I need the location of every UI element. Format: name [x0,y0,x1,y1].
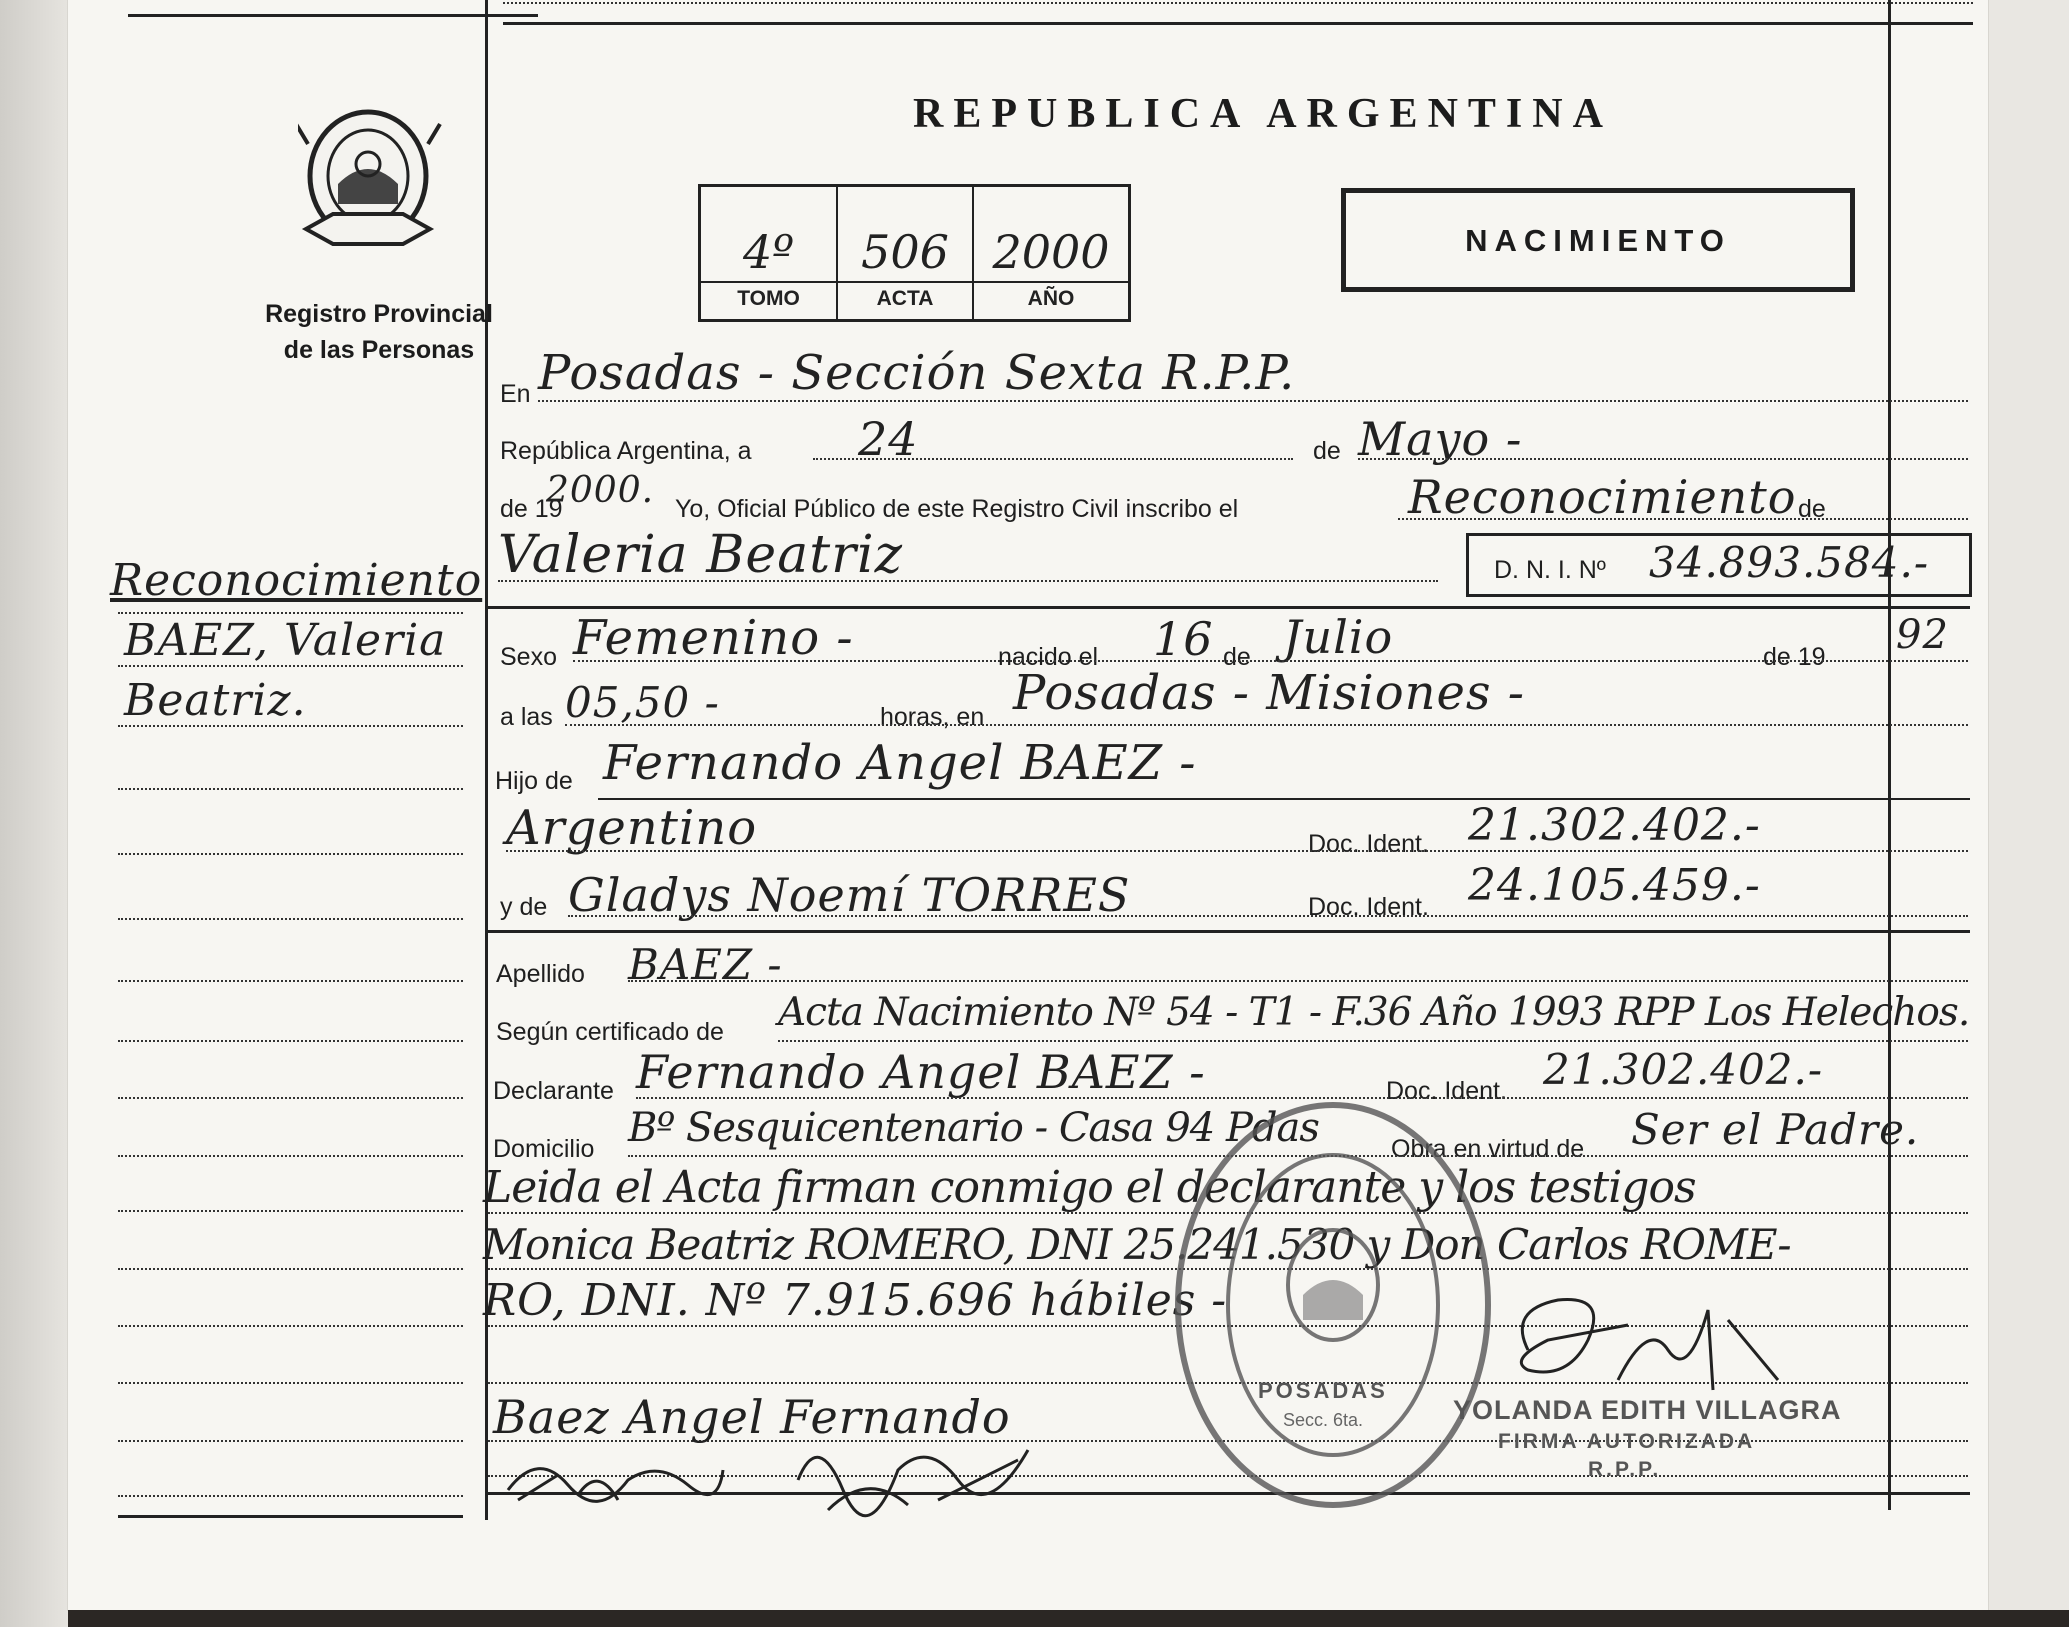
segun-value: Acta Nacimiento Nº 54 - T1 - F.36 Año 1993 RPP Los Helechos. [778,990,1970,1035]
sexo-line [573,660,1968,662]
hijo-label: Hijo de [495,767,573,795]
anio-cell [974,187,1128,319]
margin-bottom-rule [118,1515,463,1518]
nacido-month: Julio [1283,610,1394,664]
witness-signature-2 [788,1410,1048,1520]
margin-line [118,1155,463,1157]
madre-value: Gladys Noemí TORRES [568,868,1131,922]
obra-value: Ser el Padre. [1631,1105,1920,1154]
top-dots [503,2,1973,4]
inscribo-line [1398,518,1968,520]
padre-value: Fernando Angel BAEZ - [603,735,1197,791]
margin-line [118,665,463,667]
nacido-de-label: de [1223,643,1251,671]
margin-line [118,1268,463,1270]
margin-line [118,853,463,855]
witness-signature-1 [498,1440,728,1520]
acta-value: 506 [861,225,949,279]
margin-note-line1: Reconocimiento [110,555,483,606]
sexo-value: Femenino - [573,610,854,666]
top-rule-right [503,22,1973,25]
month-de-label: de [1313,437,1341,465]
domicilio-value: Bº Sesquicentenario - Casa 94 Pdas [628,1105,1319,1151]
year-label: de 19 [500,495,563,523]
lugar-value: Posadas - Misiones - [1013,665,1526,721]
padre-doc: 21.302.402.- [1468,800,1761,851]
apellido-line [628,980,1968,982]
margin-line [118,725,463,727]
leida-line2: Monica Beatriz ROMERO, DNI 25.241.530 y Don Carlos ROME- [483,1220,1791,1269]
margin-line [118,612,463,614]
tomo-label: TOMO [701,281,836,311]
declarante-label: Declarante [493,1077,614,1105]
en-value: Posadas - Sección Sexta R.P.P. [538,345,1296,401]
anio-label: AÑO [974,281,1128,311]
dni-value: 34.893.584.- [1649,538,1930,587]
official-office: R.P.P. [1588,1458,1662,1481]
official-role: FIRMA AUTORIZADA [1498,1430,1756,1453]
padre-nac: Argentino [506,800,758,856]
declarante-value: Fernando Angel BAEZ - [636,1045,1206,1099]
section-rule-2 [488,930,1970,933]
segun-label: Según certificado de [496,1018,724,1046]
page-title: REPUBLICA ARGENTINA [913,91,1613,137]
leida-line3: RO, DNI. Nº 7.915.696 hábiles - [483,1275,1228,1326]
nacido-year: 92 [1896,612,1949,658]
day-value: 24 [858,412,919,466]
document-type-box [1341,188,1855,292]
name-value: Valeria Beatriz [498,525,903,585]
registry-name [244,296,514,368]
margin-line [118,918,463,920]
doc-ident-label: Doc. Ident. [1308,830,1429,858]
official-name: YOLANDA EDITH VILLAGRA [1453,1395,1842,1425]
section-rule [488,606,1970,609]
yde-label: y de [500,893,548,921]
madre-line [568,915,1968,917]
tomo-value: 4º [743,225,794,279]
registry-line2: de las Personas [283,336,475,364]
horas-label: horas, en [880,703,985,731]
leida-line1: Leida el Acta firman conmigo el declarante y los testigos [483,1162,1696,1213]
day-line [813,458,1293,460]
official-signature [1498,1280,1798,1410]
nacido-day: 16 [1153,612,1214,666]
top-rule-left [128,14,538,17]
page-bottom-edge [68,1610,2069,1627]
declarante-doc-label: Doc. Ident. [1386,1077,1507,1105]
stamp-city: POSADAS [1258,1378,1388,1403]
tomo-cell [701,187,838,319]
obra-label: Obra en virtud de [1391,1135,1585,1163]
dni-label: D. N. I. Nº [1494,556,1606,584]
margin-line [118,1382,463,1384]
right-border [1888,0,1891,1510]
margin-line [118,1040,463,1042]
provincia-seal [298,104,448,269]
acta-label: ACTA [838,281,972,311]
document-page [68,0,1988,1610]
segun-line [778,1040,1968,1042]
nacido-label: nacido el [998,643,1099,671]
hijo-line [598,798,1970,800]
margin-note-line2: BAEZ, Valeria [124,615,447,666]
document-type: NACIMIENTO [1465,223,1731,258]
margin-line [118,1495,463,1497]
horas-line [565,724,1968,726]
inscribo-value: Reconocimiento [1408,470,1797,524]
year-value: 2000. [546,470,655,511]
republica-label: República Argentina, a [500,437,752,465]
stamp-sub: Secc. 6ta. [1283,1410,1364,1430]
month-line [1358,458,1968,460]
en-line [538,400,1968,402]
margin-line [118,1097,463,1099]
oficial-text: Yo, Oficial Público de este Registro Civil inscribo el [675,495,1239,523]
nac-line [506,850,1968,852]
declarante-doc: 21.302.402.- [1543,1045,1824,1094]
margin-line [118,788,463,790]
madre-doc: 24.105.459.- [1468,860,1761,911]
hora-value: 05,50 - [565,678,720,727]
registry-stamp [1168,1095,1498,1520]
declarante-signature: Baez Angel Fernando [493,1390,1011,1444]
page-shadow [0,0,68,1627]
dni-box [1466,533,1972,597]
margin-line [118,1440,463,1442]
acta-cell [838,187,974,319]
margin-note-line3: Beatriz. [124,675,307,726]
margin-line [118,1325,463,1327]
margin-line [118,980,463,982]
apellido-label: Apellido [496,960,585,988]
registry-line1: Registro Provincial [265,300,493,328]
apellido-value: BAEZ - [628,940,783,989]
madre-doc-label: Doc. Ident. [1308,893,1429,921]
alas-label: a las [500,703,553,731]
en-label: En [500,380,531,408]
anio-value: 2000 [992,225,1110,279]
sexo-label: Sexo [500,643,557,671]
name-line [498,580,1438,582]
inscribo-de-label: de [1798,495,1826,523]
record-id-table [698,184,1131,322]
month-value: Mayo - [1358,412,1523,466]
de19-label: de 19 [1763,643,1826,671]
margin-line [118,1210,463,1212]
domicilio-label: Domicilio [493,1135,595,1163]
